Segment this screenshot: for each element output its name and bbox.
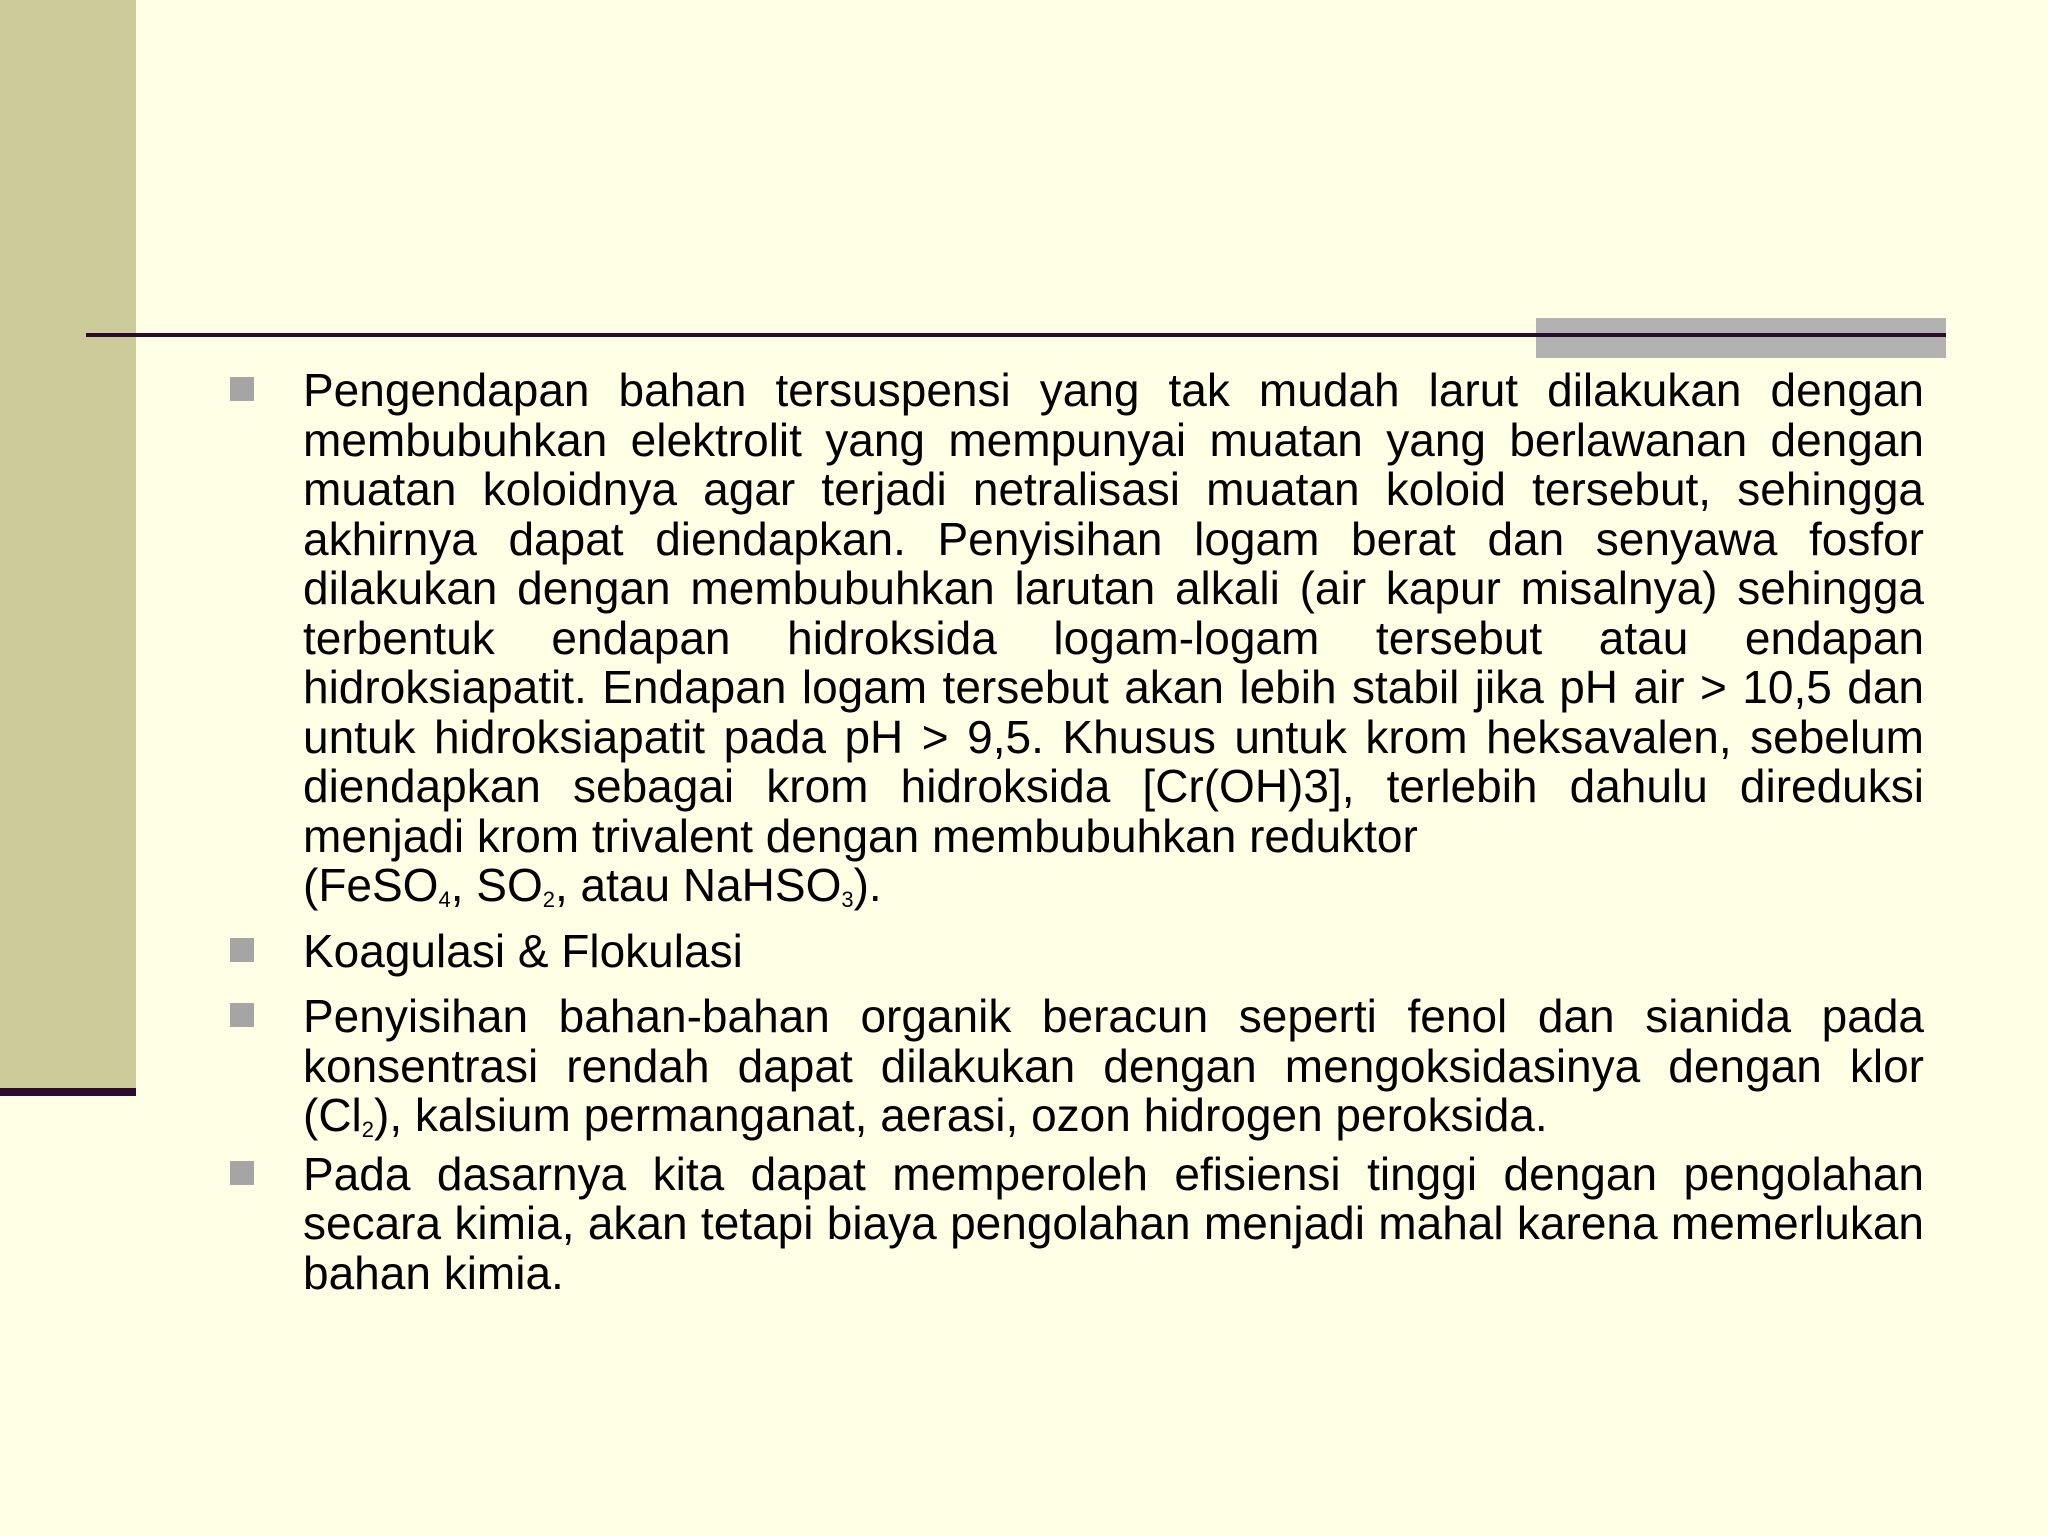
bullet-text [303,366,1924,911]
square-bullet-icon [230,938,254,962]
square-bullet-icon [230,377,254,401]
chlorine-subscript: 2 [361,1117,375,1142]
bullet-text-before: Penyisihan bahan-bahan organik beracun seperti fenol dan sianida pada konsentrasi rendah dapat dilakukan dengan mengoksidasinya dengan klor (Cl [303,990,1924,1141]
formula-mid-2: , atau NaHSO [555,859,842,911]
bullet-text [303,992,1924,1141]
formula-close: ). [853,859,882,911]
sidebar-decoration [0,0,136,1088]
bullet-list [230,366,1924,1314]
bullet-item-efisiensi [230,1147,1924,1299]
formula-sub-3: 3 [841,887,854,912]
formula-mid-1: , SO [450,859,543,911]
square-bullet-icon [230,1003,254,1027]
title-accent-line [1536,333,1946,337]
bullet-text: Pada dasarnya kita dapat memperoleh efisiensi tinggi dengan pengolahan secara kimia, akan tetapi biaya pengolahan menjadi mahal karena memerlukan bahan kimia. [303,1147,1924,1299]
square-bullet-icon [230,1161,254,1185]
bullet-item-pengendapan [230,366,1924,911]
bullet-text-main: Pengendapan bahan tersuspensi yang tak mudah larut dilakukan dengan membubuhkan elektrolit yang mempunyai muatan yang berlawanan dengan muatan koloidnya agar terjadi netralisasi muatan koloid tersebut, sehingga akhirnya dapat diendapkan. Penyisihan logam berat dan senyawa fosfor dilakukan dengan membubuhkan larutan alkali (air kapur misalnya) sehingga terbentuk endapan hidroksida logam-logam tersebut atau endapan hidroksiapatit. Endapan logam tersebut akan lebih stabil jika pH air > 10,5 dan untuk hidroksiapatit pada pH > 9,5. Khusus untuk krom heksavalen, sebelum diendapkan sebagai krom hidroksida [Cr(OH)3], terlebih dahulu direduksi menjadi krom trivalent dengan membubuhkan reduktor [303,364,1924,862]
sidebar-edge-line [0,1088,136,1096]
bullet-text: Koagulasi & Flokulasi [303,924,743,977]
formula-open: (FeSO [303,859,439,911]
formula-sub-4: 4 [438,887,451,912]
formula-sub-2: 2 [542,887,555,912]
bullet-text-after: ), kalsium permanganat, aerasi, ozon hidrogen peroksida. [374,1089,1548,1141]
bullet-item-koagulasi [230,924,1924,977]
title-accent-block [1536,318,1946,358]
bullet-item-penyisihan-organik [230,992,1924,1141]
